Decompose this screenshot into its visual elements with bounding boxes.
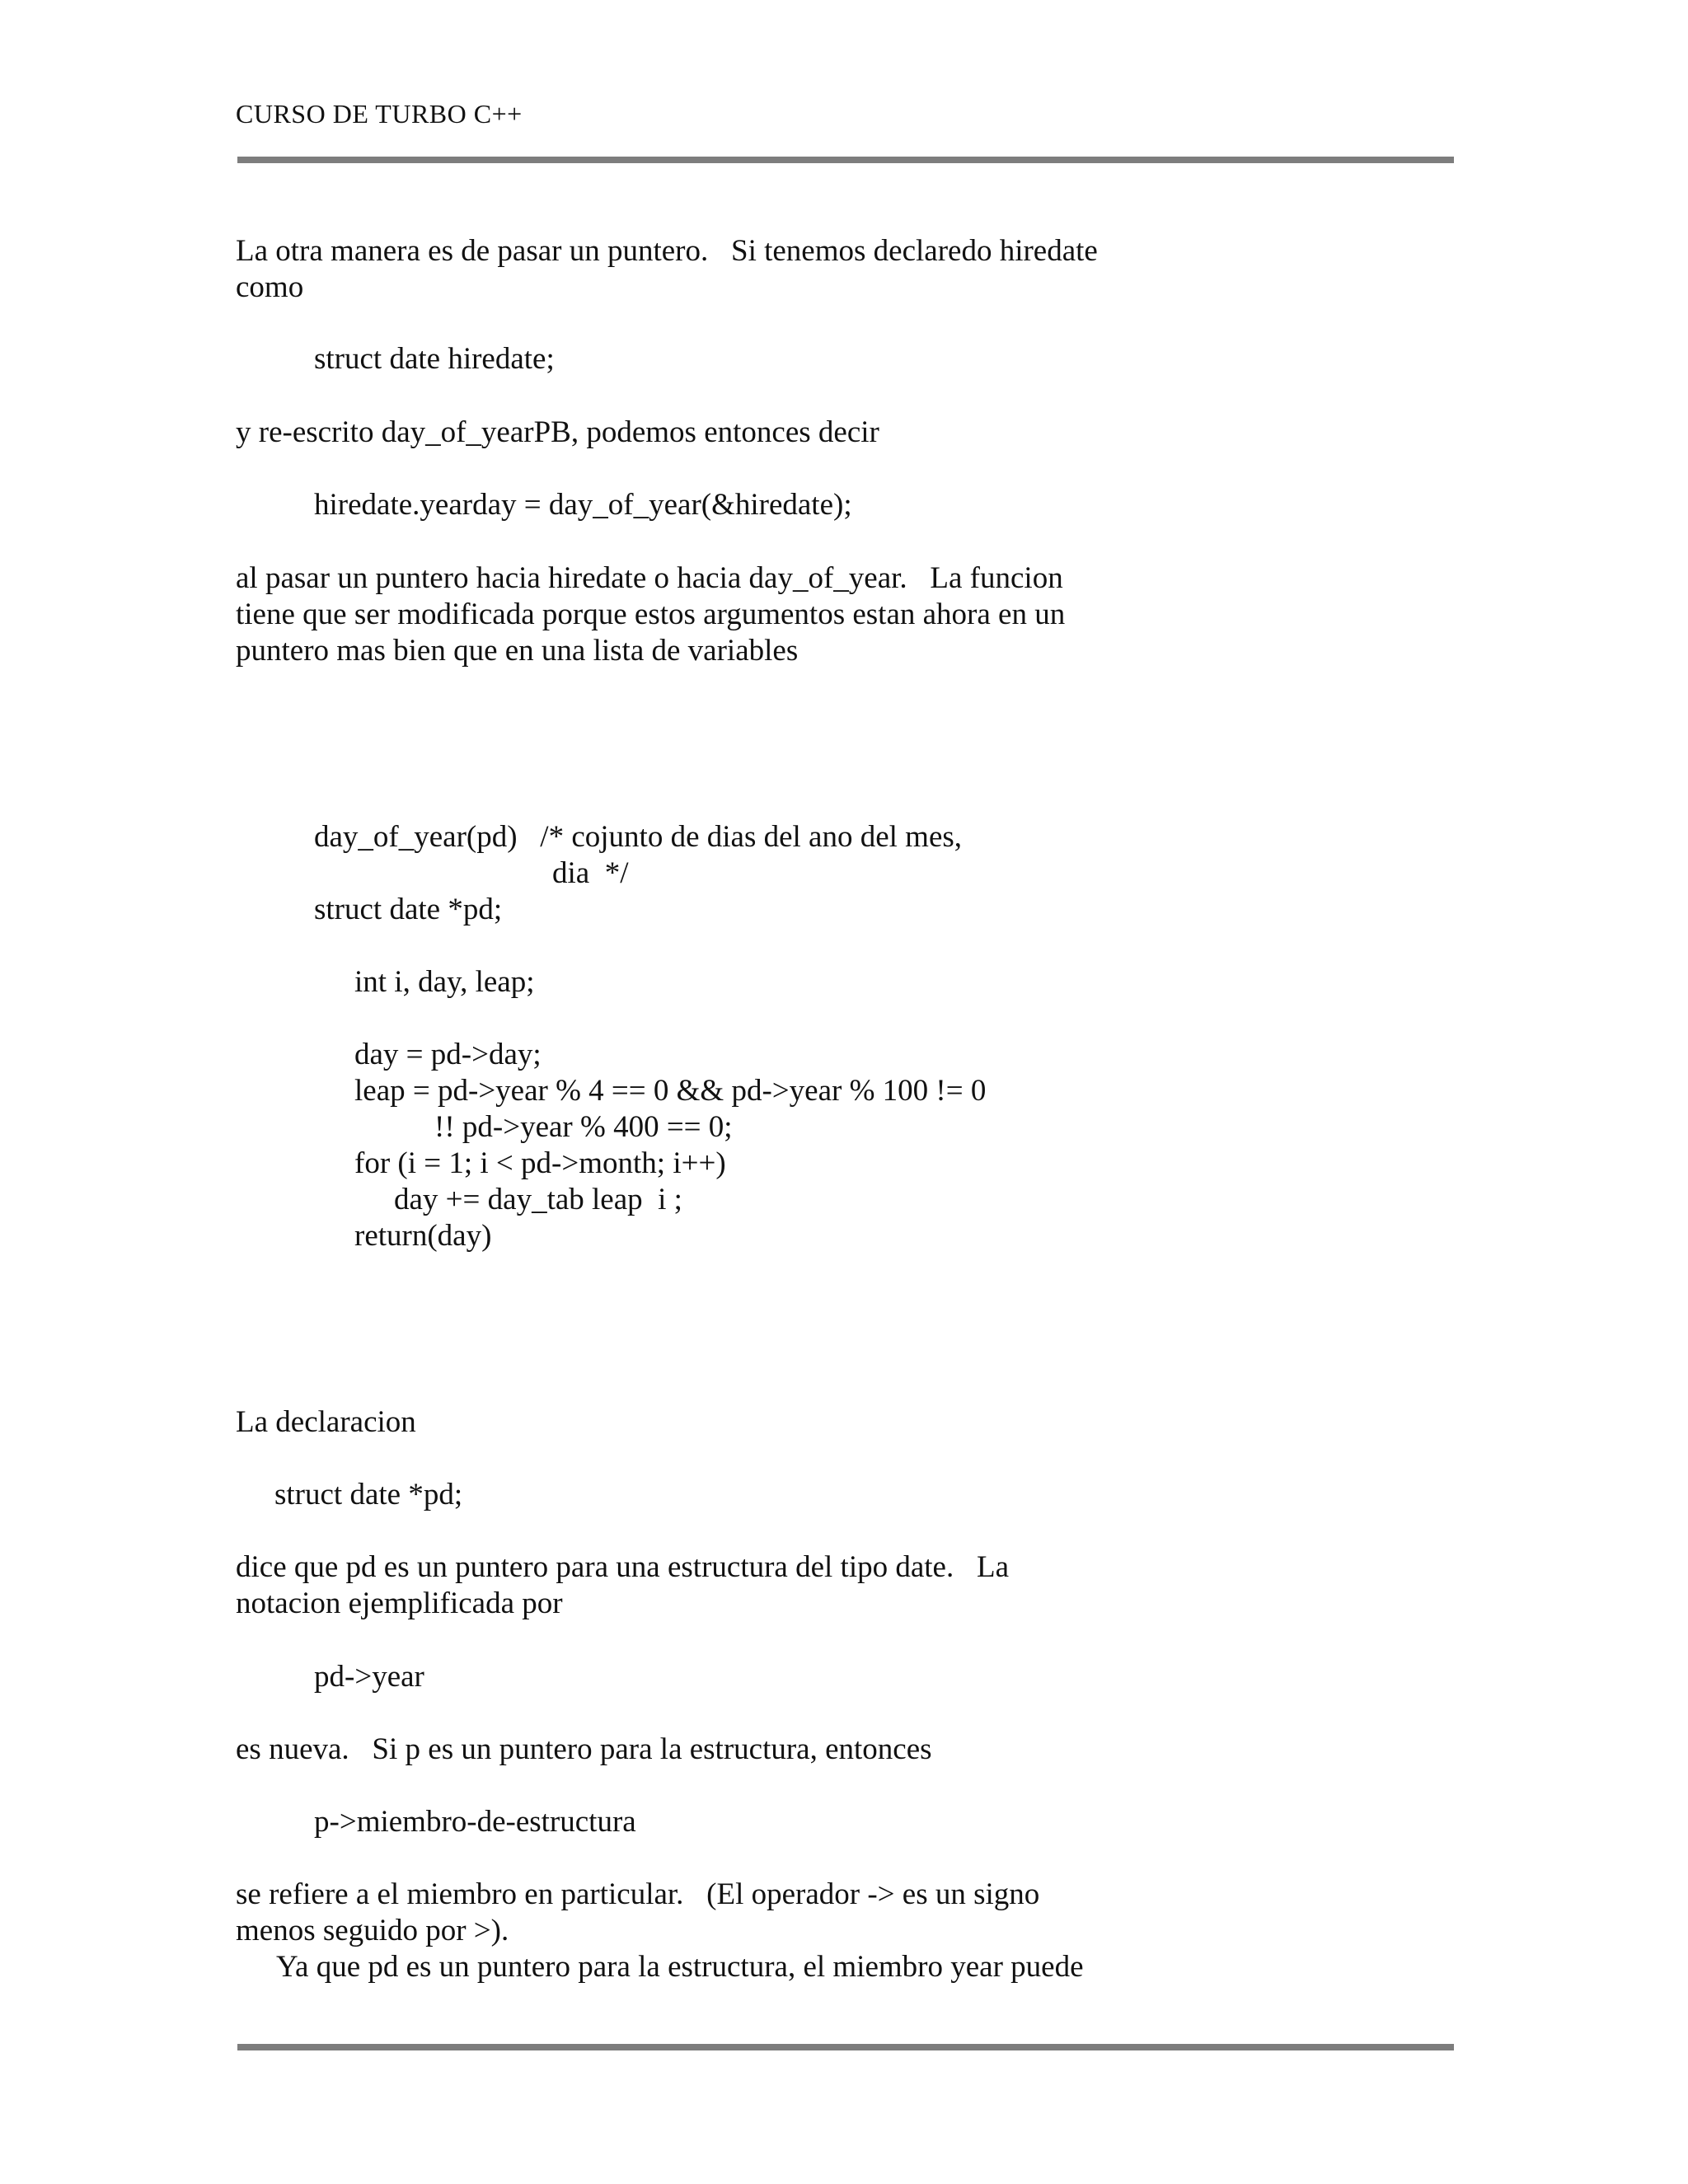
paragraph-line: es nueva. Si p es un puntero para la estructura, entonces — [236, 1732, 932, 1766]
paragraph-line: al pasar un puntero hacia hiredate o hacia day_of_year. La funcion — [236, 561, 1063, 595]
paragraph-line: La otra manera es de pasar un puntero. Si tenemos declaredo hiredate — [236, 234, 1098, 268]
code-line: pd->year — [314, 1660, 424, 1694]
paragraph-line: menos seguido por >). — [236, 1914, 509, 1947]
code-line: hiredate.yearday = day_of_year(&hiredate); — [314, 488, 852, 522]
code-line: struct date *pd; — [314, 893, 503, 926]
code-line: day_of_year(pd) /* cojunto de dias del ano del mes, — [314, 820, 963, 854]
code-line: !! pd->year % 400 == 0; — [434, 1110, 733, 1144]
paragraph-line: como — [236, 270, 304, 304]
code-line: for (i = 1; i < pd->month; i++) — [354, 1146, 726, 1180]
paragraph-line: La declaracion — [236, 1405, 416, 1439]
code-line: leap = pd->year % 4 == 0 && pd->year % 100 != 0 — [354, 1074, 987, 1108]
paragraph-line: Ya que pd es un puntero para la estructura, el miembro year puede — [276, 1950, 1084, 1984]
code-line: struct date hiredate; — [314, 342, 555, 376]
header-rule — [237, 157, 1454, 163]
code-line: day = pd->day; — [354, 1038, 542, 1071]
code-line: struct date *pd; — [274, 1478, 463, 1511]
code-line: int i, day, leap; — [354, 965, 535, 999]
code-line: day += day_tab leap i ; — [394, 1183, 682, 1216]
code-line: p->miembro-de-estructura — [314, 1805, 636, 1839]
paragraph-line: dice que pd es un puntero para una estructura del tipo date. La — [236, 1550, 1010, 1584]
code-line: return(day) — [354, 1219, 492, 1253]
footer-rule — [237, 2044, 1454, 2050]
paragraph-line: tiene que ser modificada porque estos argumentos estan ahora en un — [236, 598, 1066, 631]
paragraph-line: se refiere a el miembro en particular. (El operador -> es un signo — [236, 1877, 1040, 1911]
paragraph-line: y re-escrito day_of_yearPB, podemos entonces decir — [236, 415, 879, 449]
paragraph-line: notacion ejemplificada por — [236, 1586, 563, 1620]
running-header: CURSO DE TURBO C++ — [236, 99, 523, 129]
paragraph-line: puntero mas bien que en una lista de variables — [236, 634, 799, 668]
code-line: dia */ — [552, 856, 629, 890]
